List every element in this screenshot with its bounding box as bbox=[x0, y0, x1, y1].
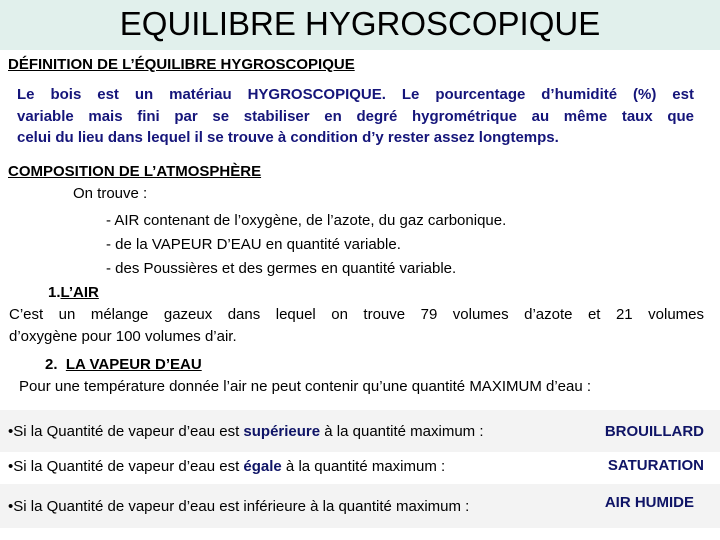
composition-item: - de la VAPEUR D’EAU en quantité variable. bbox=[106, 236, 401, 253]
definition-heading: DÉFINITION DE L’ÉQUILIBRE HYGROSCOPIQUE bbox=[8, 56, 355, 73]
composition-item: - AIR contenant de l’oxygène, de l’azote, du gaz carbonique. bbox=[106, 212, 507, 229]
bullet-result: BROUILLARD bbox=[604, 423, 704, 440]
bullet-row-1 bbox=[0, 410, 720, 452]
composition-intro: On trouve : bbox=[73, 185, 148, 202]
bullet-emphasis: égale bbox=[243, 458, 282, 475]
vapeur-section-title bbox=[45, 356, 202, 373]
bullet-row-2 bbox=[0, 452, 720, 484]
definition-line-3: celui du lieu dans lequel il se trouve à condition d’y rester assez longtemps. bbox=[17, 129, 559, 146]
composition-item: - des Poussières et des germes en quantité variable. bbox=[106, 260, 457, 277]
composition-heading: COMPOSITION DE L’ATMOSPHÈRE bbox=[8, 163, 262, 180]
bullet-text: •Si la Quantité de vapeur d’eau est égale à la quantité maximum : bbox=[8, 458, 446, 475]
bullet-text: •Si la Quantité de vapeur d’eau est supérieure à la quantité maximum : bbox=[8, 423, 484, 440]
vapeur-number: 2. bbox=[45, 356, 58, 373]
bullet-row-3 bbox=[0, 484, 720, 528]
bullet-emphasis: supérieure bbox=[243, 423, 321, 440]
air-number: 1. bbox=[48, 284, 61, 301]
vapeur-heading: LA VAPEUR D’EAU bbox=[65, 356, 202, 373]
bullet-text: •Si la Quantité de vapeur d’eau est inférieure à la quantité maximum : bbox=[8, 498, 470, 515]
definition-line-2: variable mais fini par se stabiliser en degré hygrométrique au même taux que bbox=[17, 108, 694, 125]
air-heading: L’AIR bbox=[60, 284, 99, 301]
bullet-result: SATURATION bbox=[607, 457, 704, 474]
bullet-result: AIR HUMIDE bbox=[604, 494, 694, 511]
vapeur-text: Pour une température donnée l’air ne peut contenir qu’une quantité MAXIMUM d’eau : bbox=[19, 378, 592, 395]
air-line-1: C’est un mélange gazeux dans lequel on trouve 79 volumes d’azote et 21 volumes bbox=[9, 306, 704, 323]
air-section-title bbox=[48, 284, 99, 301]
definition-line-1: Le bois est un matériau HYGROSCOPIQUE. Le pourcentage d’humidité (%) est bbox=[17, 86, 694, 103]
air-line-2: d’oxygène pour 100 volumes d’air. bbox=[9, 328, 237, 345]
page-title: EQUILIBRE HYGROSCOPIQUE bbox=[119, 5, 601, 42]
